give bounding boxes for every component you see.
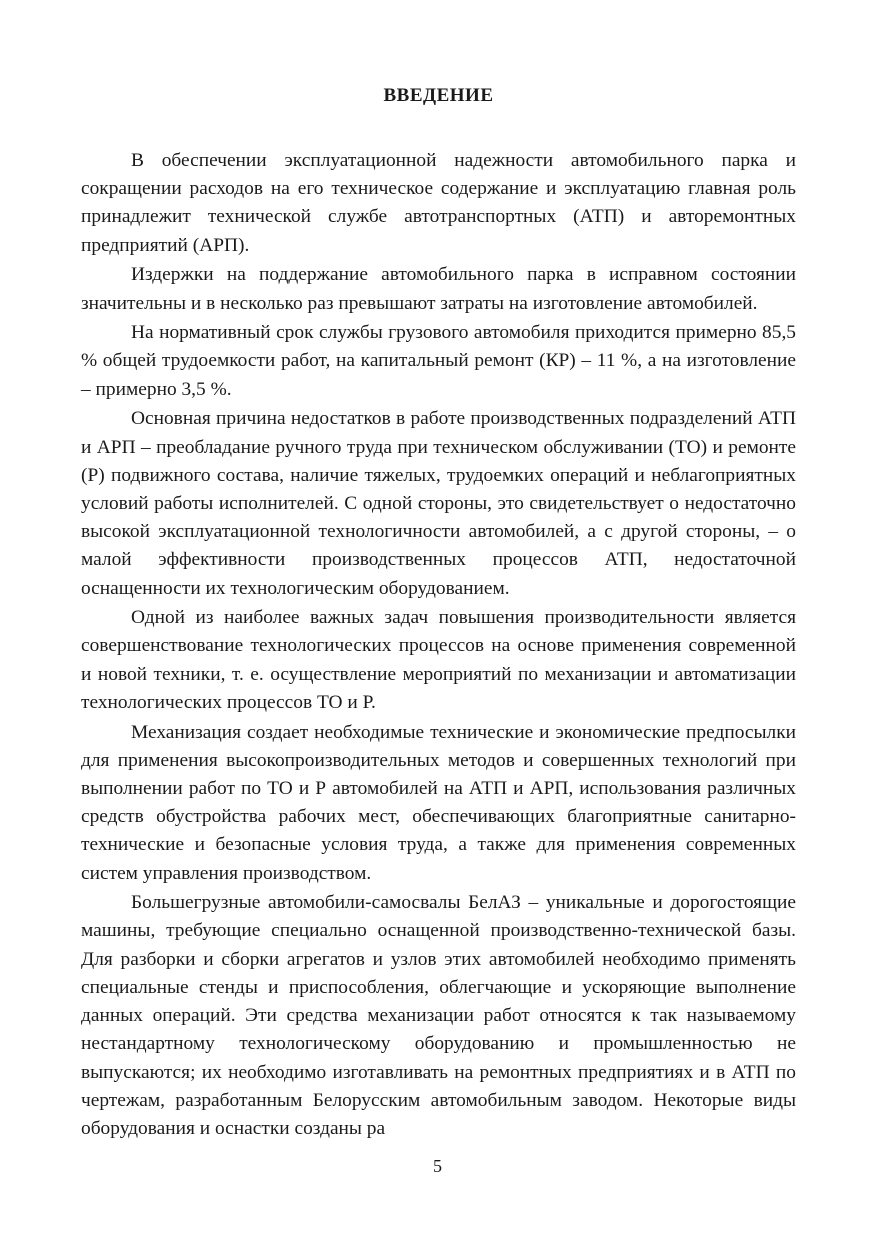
paragraph-4: Основная причина недостатков в работе производственных подразделений АТП и АРП – преобладание ручного труда при техническом обслуживании (ТО) и ремонте (Р) подвижного состава, наличие тяжелых, трудоемких операций и неблагоприятных условий работы исполнителей. С одной стороны, это свидетельствует о недостаточно высокой эксплуатационной технологичности автомобилей, а с другой стороны, – о малой эффективности производственных процессов АТП, недостаточной оснащенности их технологическим оборудованием. [81, 408, 796, 599]
page-number: 5 [433, 1156, 442, 1176]
paragraph-6: Механизация создает необходимые технические и экономические предпосылки для применения высокопроизводительных методов и совершенных технологий при выполнении работ по ТО и Р автомобилей на АТП и АРП, использования различных средств обустройства рабочих мест, обеспечивающих благоприятные санитарно-технические и безопасные условия труда, а также для применения современных систем управления производством. [81, 721, 796, 884]
page-title: ВВЕДЕНИЕ [383, 85, 494, 106]
page-content [81, 82, 796, 1145]
paragraph-7: Большегрузные автомобили-самосвалы БелАЗ – уникальные и дорогостоящие машины, требующие специально оснащенной производственно-технической базы. Для разборки и сборки агрегатов и узлов этих автомобилей необходимо применять специальные стенды и приспособления, облегчающие и ускоряющие выполнение данных операций. Эти средства механизации работ относятся к так называемому нестандартному технологическому оборудованию и промышленностью не выпускаются; их необходимо изготавливать на ремонтных предприятиях и в АТП по чертежам, разработанным Белорусским автомобильным заводом. Некоторые виды оборудования и оснастки созданы ра [81, 892, 796, 1139]
paragraph-2: Издержки на поддержание автомобильного парка в исправном состоянии значительны и в несколько раз превышают затраты на изготовление автомобилей. [81, 264, 796, 314]
paragraph-5: Одной из наиболее важных задач повышения производительности является совершенствование технологических процессов на основе применения современной и новой техники, т. е. осуществление мероприятий по механизации и автоматизации технологических процессов ТО и Р. [81, 607, 796, 713]
paragraph-1: В обеспечении эксплуатационной надежности автомобильного парка и сокращении расходов на его техническое содержание и эксплуатацию главная роль принадлежит технической службе автотранспортных (АТП) и авторемонтных предприятий (АРП). [81, 150, 796, 256]
paragraph-3: На нормативный срок службы грузового автомобиля приходится примерно 85,5 % общей трудоемкости работ, на капитальный ремонт (КР) – 11 %, а на изготовление – примерно 3,5 %. [81, 322, 796, 400]
